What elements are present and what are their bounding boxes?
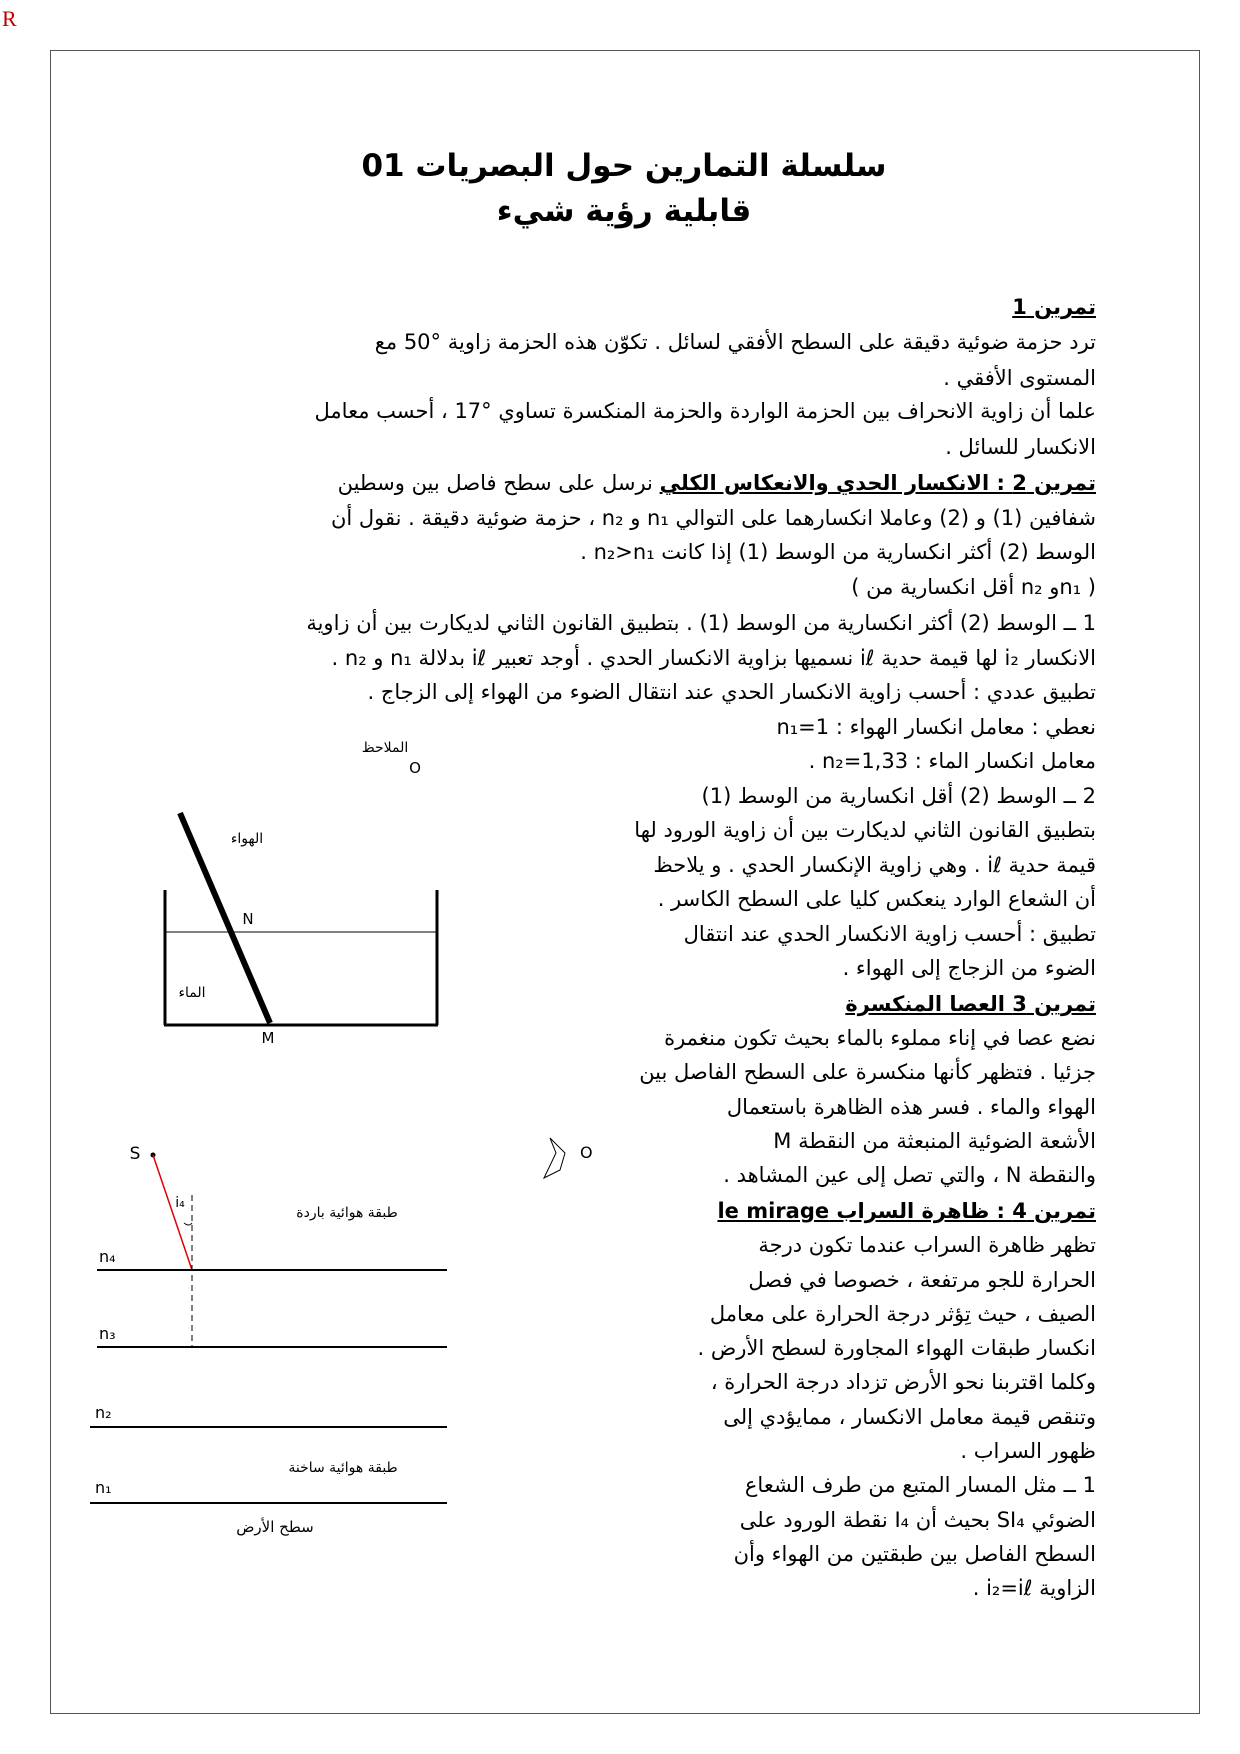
cold-layer-label: طبقة هوائية باردة [296,1205,398,1221]
text-line: الهواء والماء . فسر هذه الظاهرة باستعمال [726,1095,1096,1119]
mirage-layers-figure [85,1135,465,1565]
ground-label: سطح الأرض [236,1518,314,1536]
text-line: أن الشعاع الوارد ينعكس كليا على السطح الكاسر . [657,887,1096,911]
text-line: الانكسار i₂ لها قيمة حدية iℓ نسميها بزاوية الانكسار الحدي . أوجد تعبير iℓ بدلالة n₁ و n₂ . [331,646,1096,670]
hot-layer-label: طبقة هوائية ساخنة [288,1460,398,1476]
observer-point-label: O [409,759,421,777]
stick-in-water-figure [150,725,510,1055]
text-line: الضوئي SI₄ بحيث أن I₄ نقطة الورود على [739,1508,1096,1532]
water-label: الماء [178,985,206,1001]
text-line: وكلما اقتربنا نحو الأرض تزداد درجة الحرارة ، [710,1370,1096,1394]
text-line: الانكسار للسائل . [945,435,1096,459]
n2-label: n₂ [95,1403,112,1422]
text-line: بتطبيق القانون الثاني لديكارت بين أن زاوية الورود لها [634,818,1096,842]
text-line: الصيف ، حيث تِؤثر درجة الحرارة على معامل [709,1302,1096,1326]
exercise-heading: تمرين 2 : الانكسار الحدي والانعكاس الكلي [659,471,1096,495]
text-line: الحرارة للجو مرتفعة ، خصوصا في فصل [748,1268,1096,1292]
text-line: ظهور السراب . [960,1439,1096,1463]
page-corner-mark: R [2,6,17,31]
source-point-label: S [129,1144,141,1164]
text-run: نرسل على سطح فاصل بين وسطين [337,471,660,495]
air-label: الهواء [230,831,264,847]
worksheet-title: سلسلة التمارين حول البصريات 01 [361,148,887,184]
n4-label: n₄ [99,1247,116,1266]
point-m-label: M [261,1029,275,1047]
n3-label: n₃ [99,1324,116,1343]
text-line [338,466,1096,500]
text-line: 1 ــ مثل المسار المتبع من طرف الشعاع [744,1473,1096,1497]
text-line: تطبيق عددي : أحسب زاوية الانكسار الحدي عند انتقال الضوء من الهواء إلى الزجاج . [367,680,1096,704]
eye-icon [544,1138,565,1178]
text-line: ( n₁و n₂ أقل انكسارية من ) [851,575,1096,599]
worksheet-subtitle: قابلية رؤية شيء [496,193,752,229]
text-line: الضوء من الزجاج إلى الهواء . [842,956,1096,980]
text-line: نضع عصا في إناء مملوء بالماء بحيث تكون منغمرة [664,1026,1096,1050]
point-n-label: N [242,910,254,928]
text-line: قيمة حدية iℓ . وهي زاوية الإنكسار الحدي . و يلاحظ [653,853,1096,877]
text-line: المستوى الأفقي . [943,366,1096,390]
eye-point-label: O [580,1143,593,1162]
text-line: 1 ــ الوسط (2) أكثر انكسارية من الوسط (1) . بتطبيق القانون الثاني لديكارت بين أن زاوية [306,611,1096,635]
text-line: معامل انكسار الماء : n₂=1,33 . [808,749,1096,773]
incidence-angle-label: i₄ [175,1195,185,1211]
text-line: نعطي : معامل انكسار الهواء : n₁=1 [776,715,1096,739]
text-line: وتنقص قيمة معامل الانكسار ، ممايؤدي إلى [723,1405,1096,1429]
text-line: علما أن زاوية الانحراف بين الحزمة الواردة والحزمة المنكسرة تساوي °17 ، أحسب معامل [314,399,1096,423]
text-line: والنقطة N ، والتي تصل إلى عين المشاهد . [723,1163,1096,1187]
text-line: السطح الفاصل بين طبقتين من الهواء وأن [733,1542,1096,1566]
text-line: ترد حزمة ضوئية دقيقة على السطح الأفقي لسائل . تكوّن هذه الحزمة زاوية °50 مع [374,330,1096,354]
exercise-heading: تمرين 4 : ظاهرة السراب le mirage [717,1199,1096,1223]
text-line: تظهر ظاهرة السراب عندما تكون درجة [758,1233,1096,1257]
text-line: تطبيق : أحسب زاوية الانكسار الحدي عند انتقال [683,922,1096,946]
exercise-heading: تمرين 3 العصا المنكسرة [845,992,1096,1016]
n1-label: n₁ [95,1478,112,1497]
text-line: الوسط (2) أكثر انكسارية من الوسط (1) إذا كانت n₂>n₁ . [580,540,1096,564]
observer-label: الملاحظ [361,740,409,756]
text-line: 2 ــ الوسط (2) أقل انكسارية من الوسط (1) [701,784,1096,808]
incident-ray-si4 [153,1155,192,1270]
text-line: شفافين (1) و (2) وعاملا انكسارهما على التوالي n₁ و n₂ ، حزمة ضوئية دقيقة . نقول أن [330,506,1096,530]
text-line: جزئيا . فتظهر كأنها منكسرة على السطح الفاصل بين [639,1060,1096,1084]
text-line: انكسار طبقات الهواء المجاورة لسطح الأرض . [697,1336,1096,1360]
eye-figure [540,1135,610,1190]
exercise-heading: تمرين 1 [1012,295,1096,319]
text-line: الزاوية i₂=iℓ . [972,1576,1096,1600]
incidence-angle-arc [184,1223,192,1225]
text-line: الأشعة الضوئية المنبعثة من النقطة M [773,1129,1096,1153]
